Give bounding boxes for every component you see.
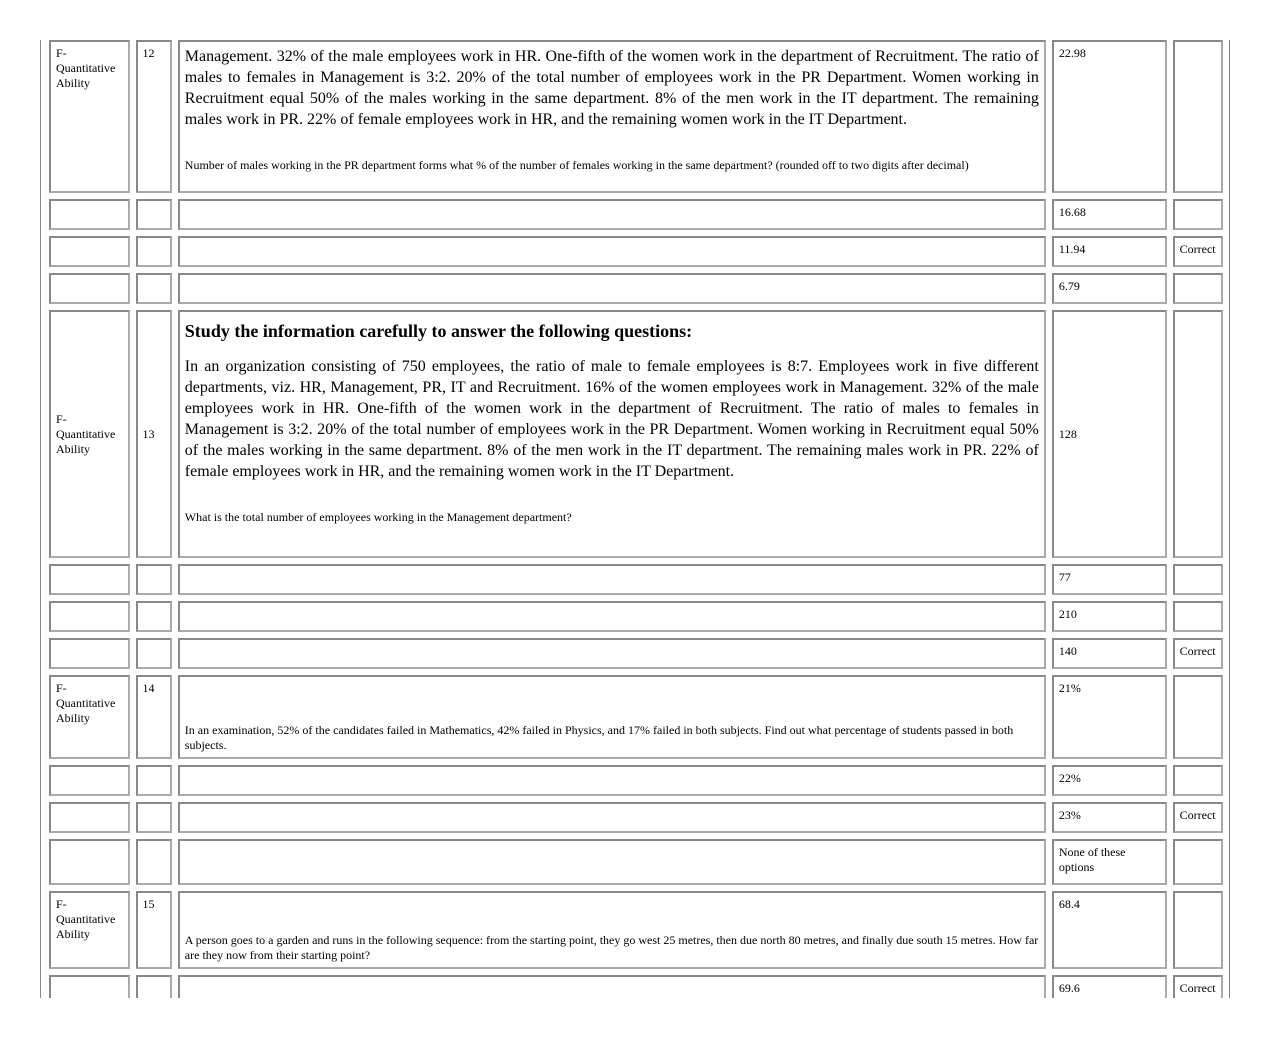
section-cell: F- Quantitative Ability xyxy=(49,40,130,193)
option-row xyxy=(49,236,1223,267)
empty-cell xyxy=(136,199,172,230)
question-table xyxy=(43,40,1229,998)
option-row xyxy=(49,273,1223,304)
question-number: 13 xyxy=(136,310,172,558)
option-row xyxy=(49,765,1223,796)
question-text: What is the total number of employees working in the Management department? xyxy=(184,510,572,524)
mark-cell xyxy=(1173,601,1223,632)
empty-cell xyxy=(136,839,172,885)
option-cell: 22.98 xyxy=(1052,40,1167,193)
passage-text: In an organization consisting of 750 employees, the ratio of male to female employees is 8:7. Employees work in five different departments, viz. HR, Management, PR, IT and Recruitment. 16% of the women employees work in Management. 32% of the male employees work in HR. One-fifth of the women work in the department of Recruitment. The ratio of males to females in Management is 3:2. 20% of the total number of employees work in the PR Department. Women working in Recruitment equal 50% of the males working in the same department. 8% of the men work in the IT department. The remaining males work in PR. 22% of female employees work in HR, and the remaining women work in the IT Department. xyxy=(184,358,1039,480)
empty-cell xyxy=(136,975,172,998)
empty-cell xyxy=(178,638,1046,669)
mark-cell xyxy=(1173,839,1223,885)
option-cell: 6.79 xyxy=(1052,273,1167,304)
option-cell: 210 xyxy=(1052,601,1167,632)
empty-cell xyxy=(49,564,130,595)
question-cell xyxy=(178,310,1046,558)
mark-cell: Correct xyxy=(1173,236,1223,267)
passage-text: Management. 32% of the male employees work in HR. One-fifth of the women work in the department of Recruitment. The ratio of males to females in Management is 3:2. 20% of the total number of employees work in the PR Department. Women working in Recruitment equal 50% of the males working in the same department. 8% of the men work in the IT department. The remaining males work in PR. 22% of female employees work in HR, and the remaining women work in the IT Department. xyxy=(184,48,1039,128)
question-text: In an examination, 52% of the candidates failed in Mathematics, 42% failed in Physics, and 17% failed in both subjects. Find out what percentage of students passed in both subjects. xyxy=(184,723,1014,752)
empty-cell xyxy=(178,975,1046,998)
question-text: A person goes to a garden and runs in the following sequence: from the starting point, they go west 25 metres, then due north 80 metres, and finally due south 15 metres. How far are they now from their starting point? xyxy=(184,933,1039,962)
mark-cell: Correct xyxy=(1173,638,1223,669)
empty-cell xyxy=(49,236,130,267)
question-table-frame xyxy=(40,40,1230,998)
empty-cell xyxy=(178,601,1046,632)
option-cell: 23% xyxy=(1052,802,1167,833)
option-cell: 22% xyxy=(1052,765,1167,796)
question-row xyxy=(49,891,1223,969)
question-number: 14 xyxy=(136,675,172,759)
empty-cell xyxy=(49,273,130,304)
empty-cell xyxy=(49,601,130,632)
mark-cell: Correct xyxy=(1173,975,1223,998)
mark-cell xyxy=(1173,675,1223,759)
mark-cell xyxy=(1173,273,1223,304)
passage-heading: Study the information carefully to answer the following questions: xyxy=(184,321,693,341)
empty-cell xyxy=(49,765,130,796)
option-row xyxy=(49,839,1223,885)
option-cell: 21% xyxy=(1052,675,1167,759)
option-cell: None of these options xyxy=(1052,839,1167,885)
option-row xyxy=(49,802,1223,833)
question-number: 12 xyxy=(136,40,172,193)
empty-cell xyxy=(49,638,130,669)
section-cell: F- Quantitative Ability xyxy=(49,675,130,759)
option-cell: 11.94 xyxy=(1052,236,1167,267)
mark-cell: Correct xyxy=(1173,802,1223,833)
section-cell: F- Quantitative Ability xyxy=(49,310,130,558)
question-text: Number of males working in the PR department forms what % of the number of females working in the same department? (rounded off to two digits after decimal) xyxy=(184,158,969,172)
mark-cell xyxy=(1173,564,1223,595)
empty-cell xyxy=(136,273,172,304)
option-row xyxy=(49,199,1223,230)
empty-cell xyxy=(136,765,172,796)
empty-cell xyxy=(178,802,1046,833)
empty-cell xyxy=(136,601,172,632)
empty-cell xyxy=(49,839,130,885)
option-cell: 16.68 xyxy=(1052,199,1167,230)
question-number: 15 xyxy=(136,891,172,969)
mark-cell xyxy=(1173,891,1223,969)
question-row xyxy=(49,675,1223,759)
mark-cell xyxy=(1173,310,1223,558)
section-cell: F- Quantitative Ability xyxy=(49,891,130,969)
question-row xyxy=(49,40,1223,193)
empty-cell xyxy=(49,802,130,833)
question-cell xyxy=(178,40,1046,193)
option-row xyxy=(49,975,1223,998)
mark-cell xyxy=(1173,199,1223,230)
empty-cell xyxy=(178,199,1046,230)
empty-cell xyxy=(136,236,172,267)
question-cell xyxy=(178,891,1046,969)
option-cell: 77 xyxy=(1052,564,1167,595)
question-row xyxy=(49,310,1223,558)
empty-cell xyxy=(49,199,130,230)
option-cell: 128 xyxy=(1052,310,1167,558)
question-cell xyxy=(178,675,1046,759)
option-cell: 69.6 xyxy=(1052,975,1167,998)
empty-cell xyxy=(178,839,1046,885)
empty-cell xyxy=(178,273,1046,304)
option-row xyxy=(49,601,1223,632)
option-cell: 140 xyxy=(1052,638,1167,669)
empty-cell xyxy=(178,564,1046,595)
option-row xyxy=(49,638,1223,669)
empty-cell xyxy=(178,236,1046,267)
option-cell: 68.4 xyxy=(1052,891,1167,969)
empty-cell xyxy=(136,564,172,595)
mark-cell xyxy=(1173,765,1223,796)
option-row xyxy=(49,564,1223,595)
empty-cell xyxy=(178,765,1046,796)
mark-cell xyxy=(1173,40,1223,193)
empty-cell xyxy=(136,802,172,833)
empty-cell xyxy=(136,638,172,669)
empty-cell xyxy=(49,975,130,998)
